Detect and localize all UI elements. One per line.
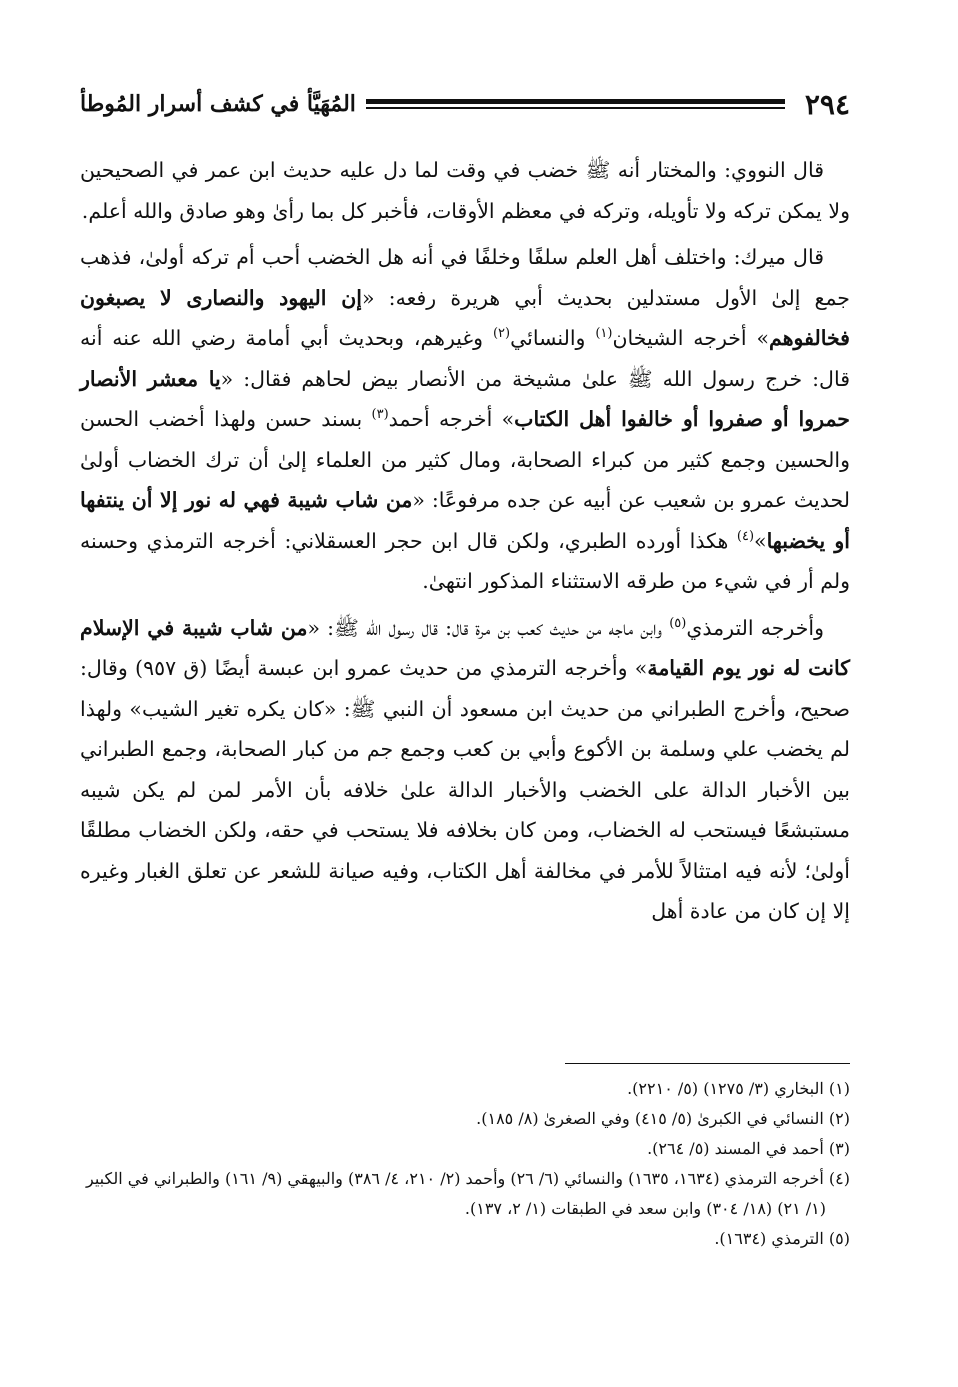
hadith-quote: من شاب شيبة فهي له نور إلا أن ينتفها أو يخضبها [80,488,850,553]
hadith-quote: من شاب شيبة في الإسلام كانت له نور يوم القيامة [80,615,850,680]
header-rule [366,99,785,109]
footnote: (٤) أخرجه الترمذي (١٦٣٤، ١٦٣٥) والنسائي (٦/ ٢٦) وأحمد (٢/ ٢١٠، ٤/ ٣٨٦) والبيهقي (٩/ ١٦١) والطبراني في الكبير (١/ ٢١) (١٨/ ٣٠٤) وابن سعد في الطبقات (١/ ٢، ١٣٧). [86,1169,850,1218]
footnote: (١) البخاري (٣/ ١٢٧٥) (٥/ ٢٢١٠). [627,1079,850,1098]
hadith-quote: يا معشر الأنصار حمروا أو صفروا أو خالفوا أهل الكتاب [80,366,850,431]
footnotes [80,1074,850,1254]
footnote-ref[interactable]: (٢) [492,326,511,342]
footnote: (٣) أحمد في المسند (٥/ ٢٦٤). [647,1139,850,1158]
footnote-ref[interactable]: (٥) [669,615,687,631]
footnote: (٢) النسائي في الكبرىٰ (٥/ ٤١٥) وفي الصغرىٰ (٨/ ١٨٥). [476,1109,850,1128]
paragraph-nawawi: قال النووي: والمختار أنه ﷺ خضب في وقت لما دل عليه حديث ابن عمر في الصحيحين ولا يمكن تركه ولا تأويله، وتركه في معظم الأوقات، فأخبر كل بما رأىٰ وهو صادق والله أعلم. [80,158,850,223]
paragraph-mirak: قال ميرك: واختلف أهل العلم سلفًا وخلفًا في أنه هل الخضب أحب أم تركه أولىٰ، فذهب جمع إلىٰ الأول مستدلين بحديث أبي هريرة رفعه: «إن اليهود والنصارى لا يصبغون فخالفوهم» أخرجه الشيخان$^{(١)}$ والنسائي$^{(٢)}$ وغيرهم، وبحديث أبي أمامة رضي الله عنه أنه قال: خرج رسول الله ﷺ علىٰ مشيخة من الأنصار بيض لحاهم فقال: «يا معشر الأنصار حمروا أو صفروا أو خالفوا أهل الكتاب» أخرجه أحمد$^{(٣)}$ بسند حسن ولهذا أخضب الحسن والحسين وجمع كثير من كبراء الصحابة، ومال كثير من العلماء إلىٰ أن ترك الخضاب أولىٰ لحديث عمرو بن شعيب عن أبيه عن جده مرفوعًا: «من شاب شيبة فهي له نور إلا أن ينتفها أو يخضبها»$^{(٤)}$ هكذا أورده الطبري، ولكن قال ابن حجر العسقلاني: أخرجه الترمذي وحسنه ولم أر في شيء من طرقه الاستثناء المذكور انتهىٰ. [80,245,850,593]
hadith-quote: إن اليهود والنصارى لا يصبغون فخالفوهم [80,285,850,350]
paragraph-tirmidhi: وأخرجه الترمذي$^{(٥)}$ وابن ماجه من حديث كعب بن مرة قال: قال رسول الله ﷺ: «من شاب شيبة في الإسلام كانت له نور يوم القيامة» وأخرجه الترمذي من حديث عمرو ابن عبسة أيضًا (ق ٩٥٧) وقال: صحيح، وأخرج الطبراني من حديث ابن مسعود أن النبي ﷺ: «كان يكره تغير الشيب» ولهذا لم يخضب علي وسلمة بن الأكوع وأبي بن كعب وجمع جم من كبار الصحابة، وجمع الطبراني بين الأخبار الدالة على الخضب والأخبار الدالة علىٰ خلافه بأن الأمر لمن لم يكن شيبه مستبشعًا فيستحب له الخضاب، ومن كان بخلافه فلا يستحب في حقه، ولكن الخضاب مطلقًا أولىٰ؛ لأنه فيه امتثالاً للأمر في مخالفة أهل الكتاب، وفيه صيانة للشعر عن تعلق الغبار وغيره إلا إن كان من عادة أهل [80,615,850,923]
book-title: المُهَيَّأ في كشف أسرار المُوطأ [80,91,356,117]
main-text [80,150,850,938]
page-header [80,84,850,124]
footnote-ref[interactable]: (٤) [736,528,755,544]
footnote-separator [565,1063,850,1064]
footnote-ref[interactable]: (١) [595,326,613,342]
footnote-ref[interactable]: (٣) [371,407,389,423]
page-number: ٢٩٤ [804,87,850,121]
footnote: (٥) الترمذي (١٦٣٤). [714,1229,850,1248]
